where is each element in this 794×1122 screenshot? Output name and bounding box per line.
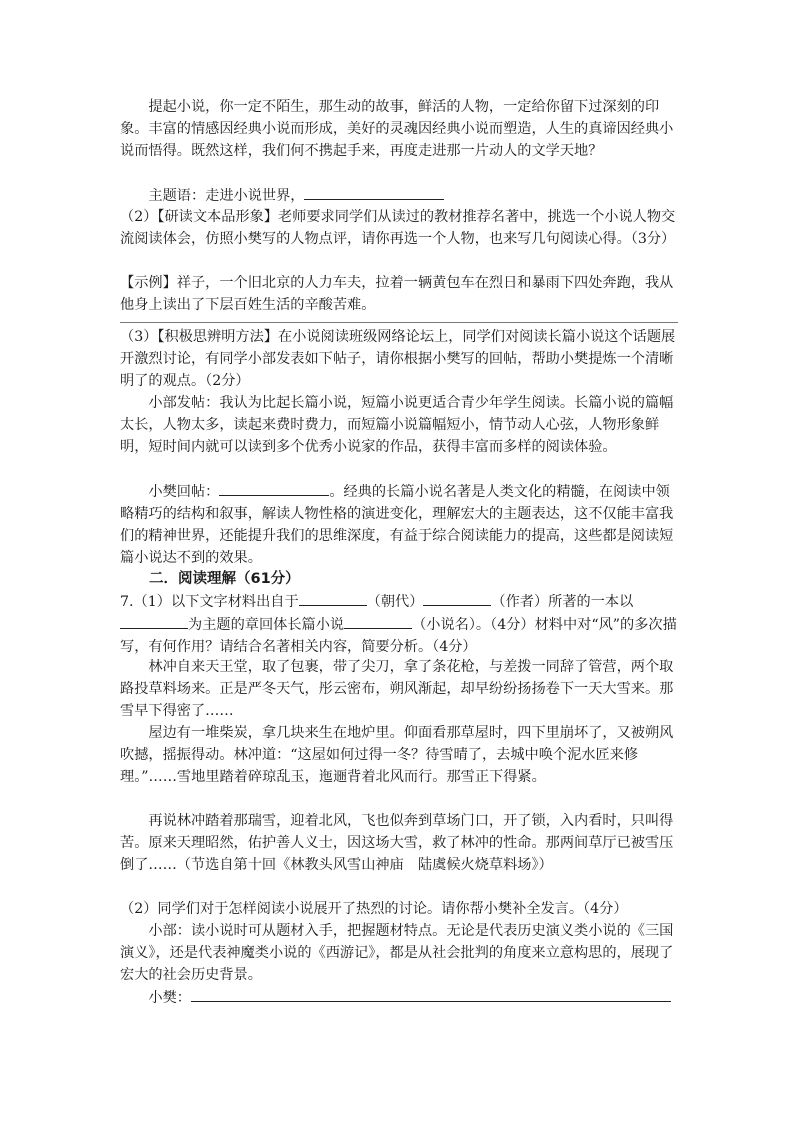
question-7-2: （2）同学们对于怎样阅读小说展开了热烈的讨论。请你帮小樊补全发言。（4分） <box>120 901 628 917</box>
xiaobu-speech: 小部：读小说时可从题材入手，把握题材特点。无论是代表历史演义类小说的《三国演义》，还是代表神魔类小说的《西游记》，都是从社会批判的角度来立意构思的，展现了宏大的社会历史背景。 <box>120 923 674 983</box>
dynasty-blank[interactable] <box>299 590 367 606</box>
xiaofan-answer-blank[interactable] <box>191 986 671 1002</box>
q7-text-d: 为主题的章回体长篇小说 <box>188 617 345 633</box>
passage-paragraph-1: 林冲自来天王堂，取了包裹，带了尖刀，拿了条花枪，与差拨一同辞了管营，两个取路投草料场来。正是严冬天气，彤云密布，朔风渐起，却早纷纷扬扬卷下一天大雪来。那雪早下得密了…… <box>120 659 674 719</box>
theme-line <box>120 184 678 207</box>
xiaofan-line <box>120 986 678 1009</box>
xiaofan-label: 小樊： <box>148 990 191 1006</box>
example-text: 【示例】祥子，一个旧北京的人力车夫，拉着一辆黄包车在烈日和暴雨下四处奔跑，我从他身上读出了下层百姓生活的辛酸苦难。 <box>120 275 674 313</box>
question-2: （2）【研读文本品形象】老师要求同学们从读过的教材推荐名著中，挑选一个小说人物交流阅读体会，仿照小樊写的人物点评，请你再选一个人物，也来写几句阅读心得。（3分） <box>120 209 676 247</box>
passage-paragraph-3: 再说林冲踏着那瑞雪，迎着北风，飞也似奔到草场门口，开了锁，入内看时，只叫得苦。原来天理昭然，佑护善人义士，因这场大雪，救了林冲的性命。那两间草厅已被雪压倒了……（节选自第十回《林教头风雪山神庙 陆虞候火烧草料场》） <box>120 813 674 873</box>
reply-label: 小樊回帖： <box>148 484 220 500</box>
question-3: （3）【积极思辨明方法】在小说阅读班级网络论坛上，同学们对阅读长篇小说这个话题展开激烈讨论，有同学小部发表如下帖子，请你根据小樊写的回帖，帮助小樊提炼一个清晰明了的观点。（2分） <box>120 329 676 389</box>
xiaofan-reply <box>120 480 678 569</box>
answer-line[interactable] <box>120 322 678 323</box>
theme-label: 主题语：走进小说世界， <box>148 188 305 204</box>
question-7 <box>120 590 678 658</box>
author-blank[interactable] <box>423 590 491 606</box>
intro-paragraph: 提起小说，你一定不陌生，那生动的故事，鲜活的人物，一定给你留下过深刻的印象。丰富的情感因经典小说而形成，美好的灵魂因经典小说而塑造，人生的真谛因经典小说而悟得。既然这样，我们何不携起手来，再度走进那一片动人的文学天地？ <box>120 99 674 159</box>
q7-text-b: （朝代） <box>366 594 424 610</box>
section-heading: 二．阅读理解（61分） <box>149 571 300 587</box>
theme-blank[interactable] <box>120 613 188 629</box>
reply-text: 。经典的长篇小说名著是人类文化的精髓，在阅读中领略精巧的结构和叙事，解读人物性格的演进变化，理解宏大的主题表达，这不仅能丰富我们的精神世界，还能提升我们的思维深度，有益于综合阅读能力的提高，这些都是阅读短篇小说达不到的效果。 <box>120 484 674 566</box>
novel-name-blank[interactable] <box>344 613 412 629</box>
xiaobu-post: 小部发帖：我认为比起长篇小说，短篇小说更适合青少年学生阅读。长篇小说的篇幅太长，人物太多，读起来费时费力，而短篇小说篇幅短小，情节动人心弦，人物形象鲜明，短时间内就可以读到多个优秀小说家的作品，获得丰富而多样的阅读体验。 <box>120 395 674 455</box>
reply-answer-blank[interactable] <box>219 480 329 496</box>
q7-text-c: （作者）所著的一本以 <box>491 594 634 610</box>
theme-answer-blank[interactable] <box>304 184 444 200</box>
q7-text-a: 7.（1）以下文字材料出自于 <box>120 594 299 610</box>
passage-paragraph-2: 屋边有一堆柴炭，拿几块来生在地炉里。仰面看那草屋时，四下里崩坏了，又被朔风吹撼，摇振得动。林冲道：“这屋如何过得一冬？待雪晴了，去城中唤个泥水匠来修理。”……雪地里踏着碎琼乱玉，迤逦背着北风而行。那雪正下得紧。 <box>120 725 674 785</box>
q7-text-e: （小说名）。（4分）材料中对“风”的多次描写，有何作用？请结合名著相关内容，简要分析。（4分） <box>120 617 677 655</box>
